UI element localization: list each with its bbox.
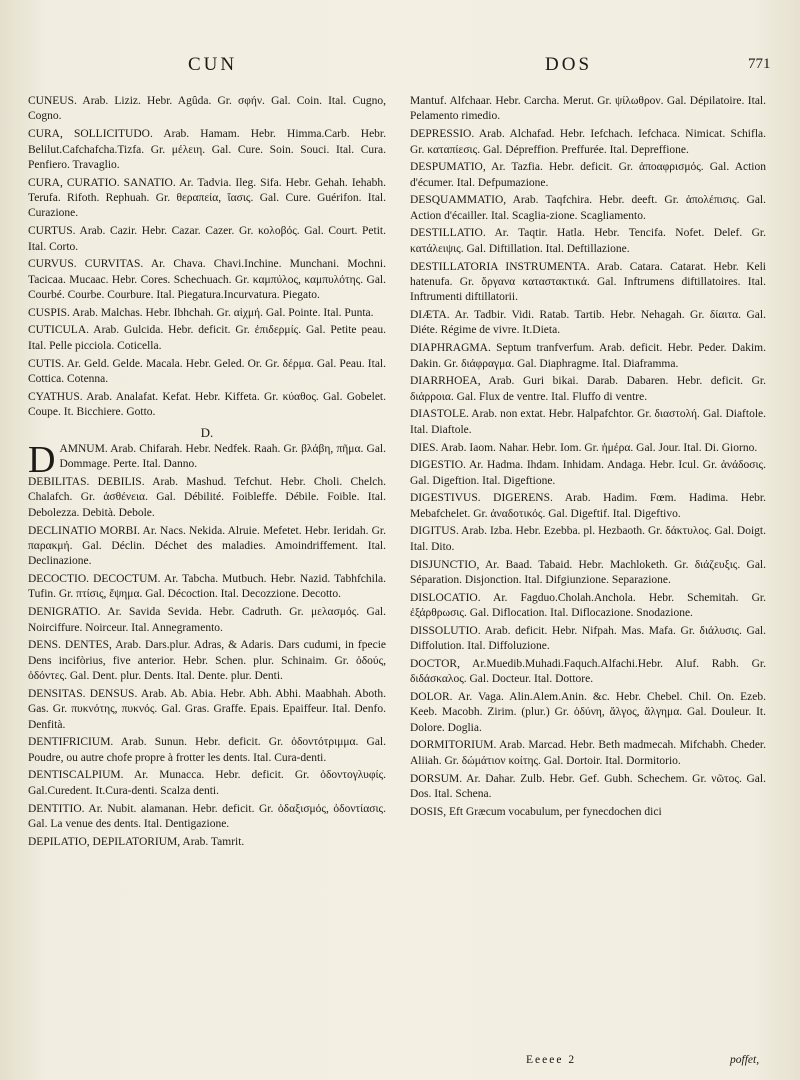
dictionary-entry: CUTIS. Ar. Geld. Gelde. Macala. Hebr. Geled. Or. Gr. δέρμα. Gal. Peau. Ital. Cottica. Cotenna. [28,357,386,385]
signature-mark [526,1053,576,1068]
dictionary-entry: DOCTOR, Ar.Muedib.Muhadi.Faquch.Alfachi.Hebr. Aluf. Rabh. Gr. διδάσκαλος. Gal. Docteur. Ital. Dottore. [410,657,766,686]
section-letter: D. [200,424,214,440]
header-left-word: CUN [188,54,238,75]
dictionary-entry: DIGITUS. Arab. Izba. Hebr. Ezebba. pl. Hezbaoth. Gr. δάκτυλος. Gal. Doigt. Ital. Dito. [410,525,766,553]
dictionary-entry: DISSOLUTIO. Arab. deficit. Hebr. Nifpah. Mas. Mafa. Gr. διάλυσις. Gal. Diffolution. Ital. Diffoluzione. [410,624,766,653]
dictionary-entry: CURTUS. Arab. Cazir. Hebr. Cazar. Cazer. Gr. κολοβός. Gal. Court. Petit. Ital. Corto. [28,225,386,253]
dictionary-entry: CURA, SOLLICITUDO. Arab. Hamam. Hebr. Himma.Carb. Hebr. Belilut.Cafchafcha.Tizfa. Gr. μέλειη. Gal. Cure. Soin. Souci. Ital. Cura. Penfiero. Travaglio. [28,128,386,171]
dictionary-entry: CURA, CURATIO. SANATIO. Ar. Tadvia. Ileg. Sifa. Hebr. Gehah. Iehabh. Terufa. Rifoth. Rephuah. Gr. θεραπεία, ἴασις. Gal. Cure. Guérifon. Ital. Curazione. [28,176,386,220]
dictionary-entry: DENTIFRICIUM. Arab. Sunun. Hebr. deficit. Gr. ὀδοντότριμμα. Gal. Poudre, ou autre chofe propre à frotter les dents. Ital. Cura-denti. [28,736,386,764]
page-number: 771 [748,56,771,72]
dictionary-entry: CURVUS. CURVITAS. Ar. Chava. Chavi.Inchine. Munchani. Mochni. Tacicaa. Mucaac. Hebr. Cores. Schechuach. Gr. καμπύλος, καμπυλότης. Gal. Courbé. Courbe. Courbure. Ital. Piegatura.Incurvatura. Piegato. [28,258,386,302]
dictionary-entry: DECOCTIO. DECOCTUM. Ar. Tabcha. Mutbuch. Hebr. Nazid. Tabhfchila. Tufin. Gr. πτίσις, ἕψημα. Gal. Décoction. Ital. Decozzione. Decotto. [28,573,386,601]
dictionary-entry: DENTITIO. Ar. Nubit. alamanan. Hebr. deficit. Gr. ὀδαξισμός, ὀδοντίασις. Gal. La venue des dents. Ital. Dentigazione. [28,802,386,830]
dictionary-entry-damnum [28,438,386,481]
running-header [0,54,800,80]
catchword: poffet, [730,1054,760,1066]
dictionary-entry: DISJUNCTIO, Ar. Baad. Tabaid. Hebr. Machloketh. Gr. διάζευξις. Gal. Séparation. Disjonction. Ital. Difgiunzione. Separazione. [410,558,766,586]
dictionary-entry: Mantuf. Alfchaar. Hebr. Carcha. Merut. Gr. ψίλωθρον. Gal. Dépilatoire. Ital. Pelamento rimedio. [410,95,766,123]
left-column [28,94,386,852]
dictionary-entry: DIASTOLE. Arab. non extat. Hebr. Halpafchtor. Gr. διαστολή. Gal. Diaftole. Ital. Diaftole. [410,408,766,436]
dictionary-entry: CYATHUS. Arab. Analafat. Kefat. Hebr. Kiffeta. Gr. κύαθος. Gal. Gobelet. Coupe. It. Bicchiere. Gotto. [28,390,386,419]
dictionary-entry: DIES. Arab. Iaom. Nahar. Hebr. Iom. Gr. ἡμέρα. Gal. Jour. Ital. Di. Giorno. [410,441,758,454]
dictionary-entry: DORSUM. Ar. Dahar. Zulb. Hebr. Gef. Gubh. Schechem. Gr. νῶτος. Gal. Dos. Ital. Schena. [410,772,766,800]
dictionary-entry: CUSPIS. Arab. Malchas. Hebr. Ibhchah. Gr. αἰχμή. Gal. Pointe. Ital. Punta. [28,306,374,319]
dictionary-entry: DESTILLATIO. Ar. Taqtir. Hatla. Hebr. Tencifa. Nofet. Delef. Gr. κατάλειψις. Gal. Diftillation. Ital. Deftillazione. [410,227,766,255]
entry-text: AMNUM. Arab. Chifarah. Hebr. Nedfek. Raah. Gr. βλάβη, πῆμα. Gal. Dommage. Perte. Ital. Danno. [59,442,386,471]
dictionary-entry: DESTILLATORIA INSTRUMENTA. Arab. Catara. Catarat. Hebr. Keli hatenufa. Gr. ὄργανα καταστακτικά. Gal. Inftrumens diftillatoires. Ital. Inftrumenti diftillatorii. [410,260,766,304]
left-entries-after [28,475,386,850]
dictionary-entry: DEPILATIO, DEPILATORIUM, Arab. Tamrit. [28,835,245,848]
dictionary-entry: DEBILITAS. DEBILIS. Arab. Mashud. Tefchut. Hebr. Choli. Chelch. Chalafch. Gr. ἀσθένεια. Gal. Débilité. Foibleffe. Débile. Foible. Ital. Debolezza. Debità. Debole. [28,476,386,519]
dictionary-entry: DENTISCALPIUM. Ar. Munacca. Hebr. deficit. Gr. ὀδοντογλυφίς. Gal.Curedent. It.Cura-denti. Scalza denti. [28,769,386,797]
dictionary-entry: DENSITAS. DENSUS. Arab. Ab. Abia. Hebr. Abh. Abhi. Maabhah. Aboth. Gas. Gr. πυκνότης, πυκνός. Gal. Gras. Graffe. Epais. Epaiffeur. Ital. Denfo. Denfità. [28,687,386,731]
dictionary-entry: DIAPHRAGMA. Septum tranfverfum. Arab. deficit. Hebr. Peder. Dakim. Dakin. Gr. διάφραγμα. Gal. Diaphragme. Ital. Diaframma. [410,342,766,370]
dictionary-entry: DESQUAMMATIO, Arab. Taqfchira. Hebr. deeft. Gr. ἀπολέπισις. Gal. Action d'écailler. Ital. Scaglia-zione. Scagliamento. [410,194,766,222]
dictionary-entry: DEPRESSIO. Arab. Alchafad. Hebr. Iefchach. Iefchaca. Nimicat. Schifla. Gr. καταπίεσις. Gal. Dépreffion. Preffurée. Ital. Depreffione. [410,128,766,156]
signature-number: 2 [568,1054,577,1066]
dictionary-entry: DOLOR. Ar. Vaga. Alin.Alem.Anin. &c. Hebr. Chebel. Chil. On. Ezeb. Keeb. Macobh. Zirim. (plur.) Gr. ὀδύνη, ἄλγος, ἄλγημα. Gal. Douleur. It. Dolore. Doglia. [410,690,766,734]
dictionary-entry: DIGESTIO. Ar. Hadma. Ihdam. Inhidam. Andaga. Hebr. Icul. Gr. ἀνάδοσις. Gal. Digeftion. Ital. Digeftione. [410,459,766,487]
signature-sheet: Eeeee [526,1054,564,1066]
dictionary-entry: CUNEUS. Arab. Liziz. Hebr. Agûda. Gr. σφήν. Gal. Coin. Ital. Cugno, Cogno. [28,95,386,123]
dictionary-entry: CUTICULA. Arab. Gulcida. Hebr. deficit. Gr. ἐπιδερμίς. Gal. Petite peau. Ital. Pelle picciola. Coticella. [28,324,386,352]
dictionary-entry: DENIGRATIO. Ar. Savida Sevida. Hebr. Cadruth. Gr. μελασμός. Gal. Noirciffure. Noirceur. Ital. Annegramento. [28,606,386,634]
dictionary-entry: DISLOCATIO. Ar. Fagduo.Cholah.Anchola. Hebr. Schemitah. Gr. ἐξάρθρωσις. Gal. Diflocation. Ital. Diflocazione. Snodazione. [410,591,766,620]
dictionary-entry: DORMITORIUM. Arab. Marcad. Hebr. Beth madmecah. Mifchabh. Cheder. Aliiah. Gr. δώμάτιον κοίτης. Gal. Dortoir. Ital. Dormitorio. [410,739,766,767]
dictionary-entry: DIGESTIVUS. DIGERENS. Arab. Hadim. Fœm. Hadima. Hebr. Mebafchelet. Gr. ἀναδοτικός. Gal. Digeftif. Ital. Digeftivo. [410,492,766,520]
dictionary-entry: DIARRHOEA, Arab. Guri bikai. Darab. Dabaren. Hebr. deficit. Gr. διάρροια. Gal. Flux de ventre. Ital. Fluffo di ventre. [410,375,766,403]
left-entries-before [28,94,386,421]
right-entries [410,94,766,820]
right-column [410,94,766,822]
drop-cap: D [28,438,56,481]
dictionary-entry: DECLINATIO MORBI. Ar. Nacs. Nekida. Alruie. Mefetet. Hebr. Ieridah. Gr. παρακμή. Gal. Déclin. Déchet des maladies. Amoindriffement. Ital. Declinazione. [28,524,386,568]
dictionary-entry: DENS. DENTES, Arab. Dars.plur. Adras, & Adaris. Dars cudumi, in fpecie Dens incifòrius, five anterior. Hebr. Schen. plur. Schinaim. Gr. ὀδούς, ὀδόντες. Gal. Dent. plur. Dents. Ital. Dente. plur. Denti. [28,639,386,683]
dictionary-entry: DIÆTA. Ar. Tadbir. Vidi. Ratab. Tartib. Hebr. Nehagah. Gr. δίαιτα. Gal. Diéte. Régime de vivre. It.Dieta. [410,309,766,337]
dictionary-entry: DESPUMATIO, Ar. Tazfia. Hebr. deficit. Gr. ἀποαφρισμός. Gal. Action d'écumer. Ital. Defpumazione. [410,161,766,189]
header-right-word: DOS [545,54,593,75]
dictionary-entry: DOSIS, Eft Græcum vocabulum, per fynecdochen dici [410,805,662,818]
